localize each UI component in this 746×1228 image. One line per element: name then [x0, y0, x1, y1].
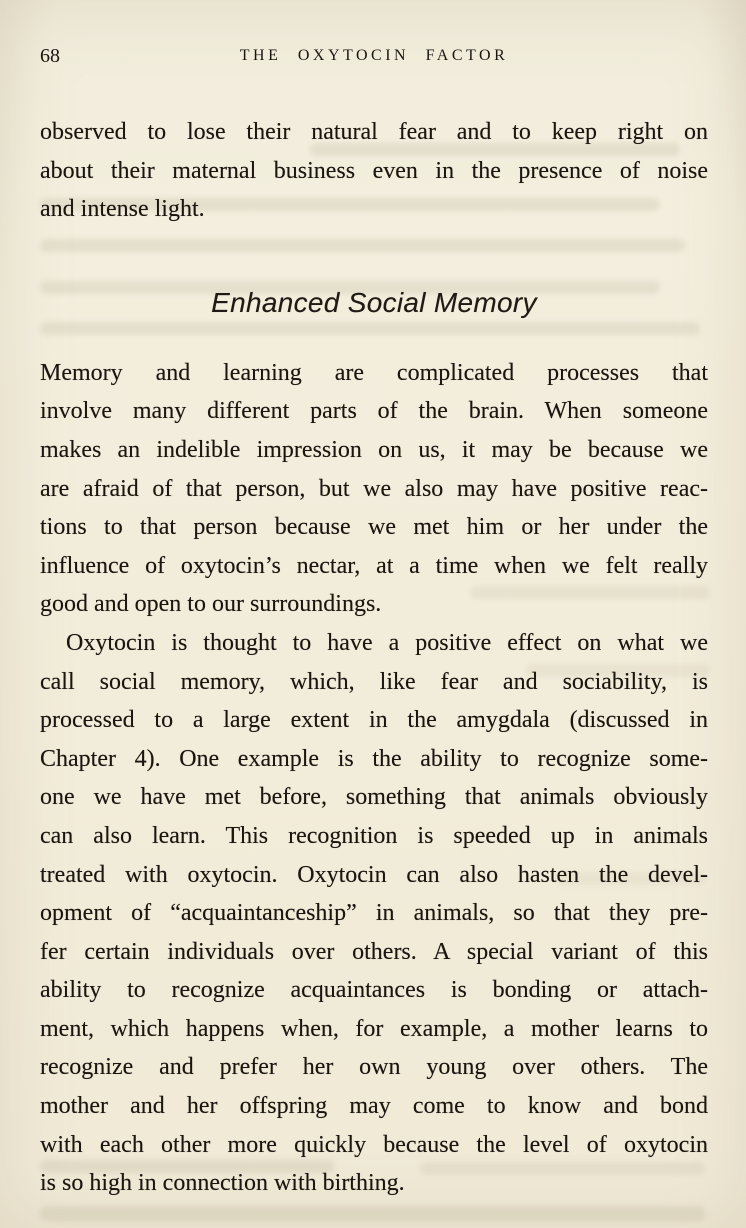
- text-line: are afraid of that person, but we also may have positive reac-: [40, 475, 708, 502]
- text-line: Chapter 4). One example is the ability to recognize some-: [40, 745, 708, 772]
- text-line: call social memory, which, like fear and sociability, is: [40, 668, 708, 695]
- text-line: treated with oxytocin. Oxytocin can also hasten the devel-: [40, 861, 708, 888]
- text-line: fer certain individuals over others. A special variant of this: [40, 938, 708, 965]
- text-line: makes an indelible impression on us, it may be because we: [40, 436, 708, 463]
- text-line: recognize and prefer her own young over others. The: [40, 1054, 708, 1081]
- text-line: is so high in connection with birthing.: [40, 1170, 405, 1197]
- text-line: one we have met before, something that animals obviously: [40, 784, 708, 811]
- text-line: good and open to our surroundings.: [40, 591, 382, 618]
- text-line: about their maternal business even in the presence of noise: [40, 157, 708, 184]
- text-line: with each other more quickly because the level of oxytocin: [40, 1131, 708, 1158]
- paragraph: [40, 624, 708, 1203]
- paragraph: [40, 354, 708, 624]
- text-line: can also learn. This recognition is speeded up in animals: [40, 822, 708, 849]
- running-head: THE OXYTOCIN FACTOR: [239, 47, 509, 64]
- text-block: [40, 113, 708, 1203]
- text-line: processed to a large extent in the amygdala (discussed in: [40, 707, 708, 734]
- page-number: 68: [40, 45, 60, 67]
- text-line: tions to that person because we met him or her under the: [40, 514, 708, 541]
- text-line: observed to lose their natural fear and to keep right on: [40, 119, 708, 145]
- text-line: influence of oxytocin’s nectar, at a time when we felt really: [40, 552, 708, 579]
- text-line: ment, which happens when, for example, a mother learns to: [40, 1015, 708, 1042]
- paragraph: [40, 113, 708, 229]
- text-line: ability to recognize acquaintances is bonding or attach-: [40, 977, 708, 1004]
- text-line: and intense light.: [40, 196, 205, 223]
- text-line: Oxytocin is thought to have a positive effect on what we: [66, 629, 708, 656]
- text-line: involve many different parts of the brain. When someone: [40, 398, 708, 425]
- text-line: Memory and learning are complicated processes that: [40, 359, 708, 386]
- bleed-through-line: [40, 1206, 705, 1221]
- text-line: opment of “acquaintanceship” in animals, so that they pre-: [40, 900, 708, 927]
- section-heading: Enhanced Social Memory: [211, 286, 537, 318]
- text-line: mother and her offspring may come to know and bond: [40, 1093, 708, 1120]
